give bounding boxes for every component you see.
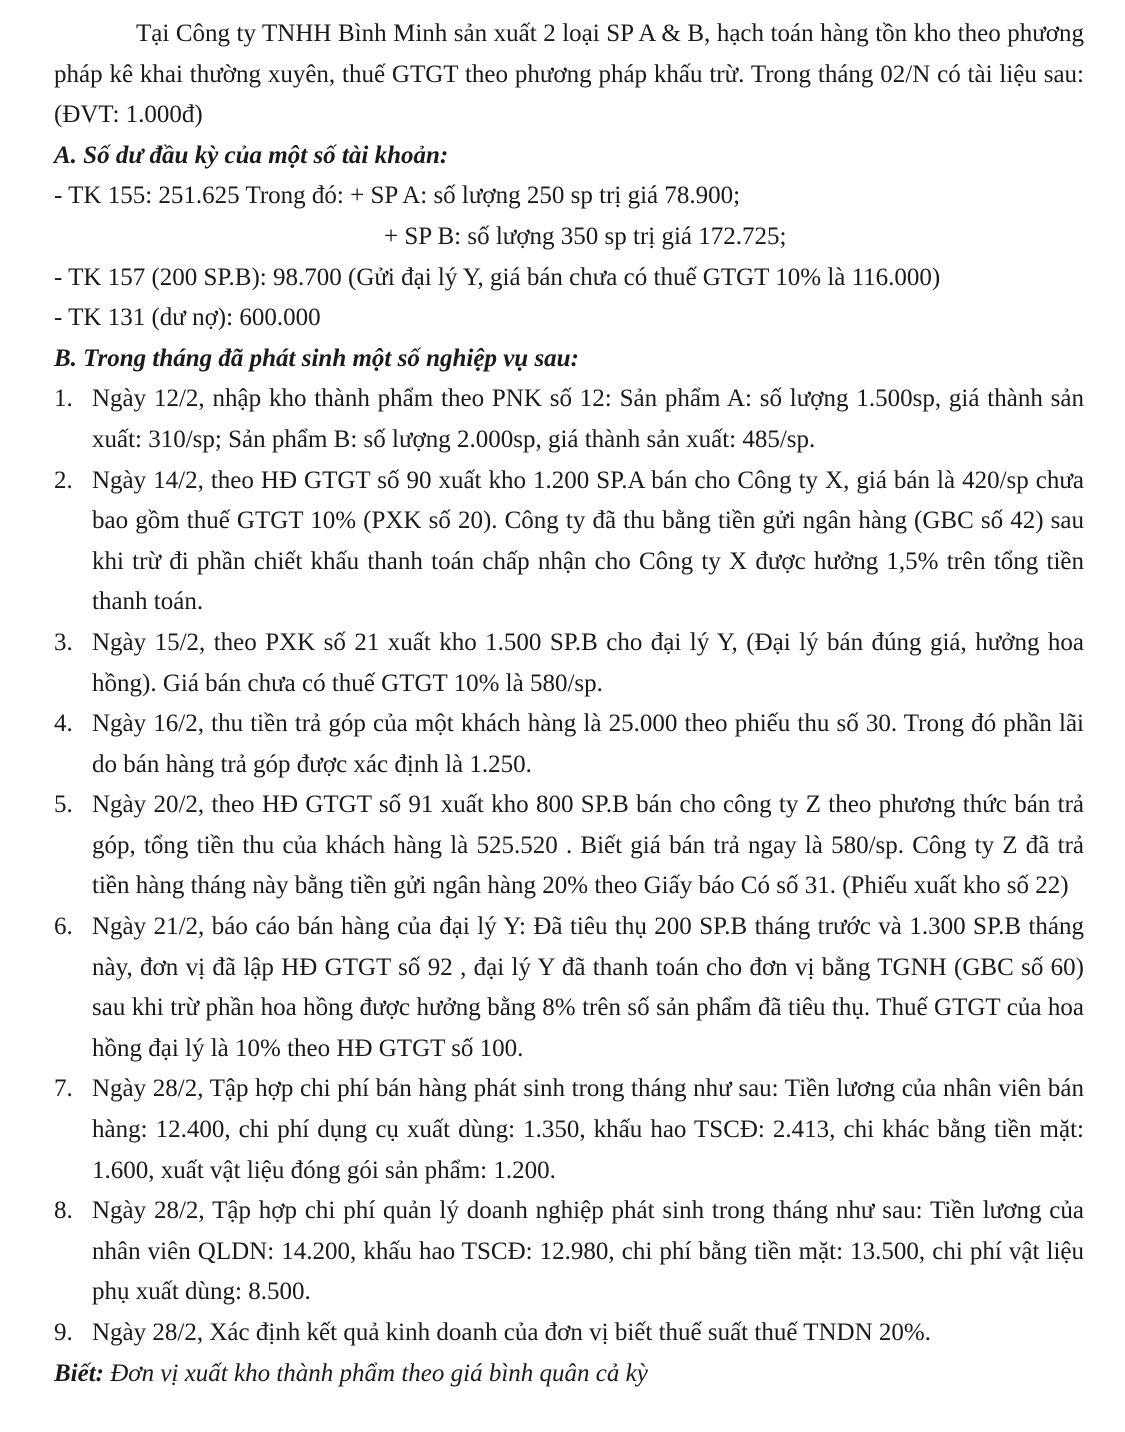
list-item-text: Ngày 12/2, nhập kho thành phẩm theo PNK số 12: Sản phẩm A: số lượng 1.500sp, giá thành sản xuất: 310/sp; Sản phẩm B: số lượng 2.000sp, giá thành sản xuất: 485/sp. xyxy=(92,385,1084,453)
list-item xyxy=(54,785,1084,907)
list-item-text: Ngày 20/2, theo HĐ GTGT số 91 xuất kho 800 SP.B bán cho công ty Z theo phương thức bán trả góp, tổng tiền thu của khách hàng là 525.520 . Biết giá bán trả ngay là 580/sp. Công ty Z đã trả tiền hàng tháng này bằng tiền gửi ngân hàng 20% theo Giấy báo Có số 31. (Phiếu xuất kho số 22) xyxy=(92,791,1084,900)
list-item-number: 8. xyxy=(54,1197,73,1225)
transaction-list xyxy=(54,379,1084,1353)
intro-paragraph: Tại Công ty TNHH Bình Minh sản xuất 2 loại SP A & B, hạch toán hàng tồn kho theo phương pháp kê khai thường xuyên, thuế GTGT theo phương pháp khấu trừ. Trong tháng 02/N có tài liệu sau: (ĐVT: 1.000đ) xyxy=(54,20,1084,129)
list-item-number: 4. xyxy=(54,710,73,738)
opening-balance-tk131: - TK 131 (dư nợ): 600.000 xyxy=(54,304,321,332)
opening-balance-tk157: - TK 157 (200 SP.B): 98.700 (Gửi đại lý Y, giá bán chưa có thuế GTGT 10% là 116.000) xyxy=(54,263,941,291)
list-item xyxy=(54,379,1084,460)
list-item-text: Ngày 28/2, Tập hợp chi phí bán hàng phát sinh trong tháng như sau: Tiền lương của nhân viên bán hàng: 12.400, chi phí dụng cụ xuất dùng: 1.350, khấu hao TSCĐ: 2.413, chi khác bằng tiền mặt: 1.600, xuất vật liệu đóng gói sản phẩm: 1.200. xyxy=(92,1075,1084,1184)
exercise-document xyxy=(54,14,1084,1394)
list-item-number: 2. xyxy=(54,466,73,494)
list-item-number: 6. xyxy=(54,913,73,941)
list-item xyxy=(54,623,1084,704)
list-item-text: Ngày 16/2, thu tiền trả góp của một khách hàng là 25.000 theo phiếu thu số 30. Trong đó phần lãi do bán hàng trả góp được xác định là 1.250. xyxy=(92,710,1084,778)
list-item-number: 3. xyxy=(54,628,73,656)
list-item-number: 1. xyxy=(54,385,73,413)
section-a-heading: A. Số dư đầu kỳ của một số tài khoản: xyxy=(54,141,449,169)
list-item-text: Ngày 21/2, báo cáo bán hàng của đại lý Y: Đã tiêu thụ 200 SP.B tháng trước và 1.300 SP.B tháng này, đơn vị đã lập HĐ GTGT số 92 , đại lý Y đã thanh toán cho đơn vị bằng TGNH (GBC số 60) sau khi trừ phần hoa hồng được hưởng bằng 8% trên số sản phẩm đã tiêu thụ. Thuế GTGT của hoa hồng đại lý là 10% theo HĐ GTGT số 100. xyxy=(92,913,1084,1062)
list-item-text: Ngày 14/2, theo HĐ GTGT số 90 xuất kho 1.200 SP.A bán cho Công ty X, giá bán là 420/sp chưa bao gồm thuế GTGT 10% (PXK số 20). Công ty đã thu bằng tiền gửi ngân hàng (GBC số 42) sau khi trừ đi phần chiết khấu thanh toán chấp nhận cho Công ty X được hưởng 1,5% trên tổng tiền thanh toán. xyxy=(92,466,1084,616)
list-item xyxy=(54,461,1084,623)
list-item xyxy=(54,907,1084,1069)
opening-balance-tk155: - TK 155: 251.625 Trong đó: + SP A: số lượng 250 sp trị giá 78.900; xyxy=(54,182,741,210)
list-item xyxy=(54,1313,1084,1354)
section-b-heading: B. Trong tháng đã phát sinh một số nghiệp vụ sau: xyxy=(54,344,579,372)
list-item xyxy=(54,704,1084,785)
list-item-text: Ngày 15/2, theo PXK số 21 xuất kho 1.500 SP.B cho đại lý Y, (Đại lý bán đúng giá, hưởng hoa hồng). Giá bán chưa có thuế GTGT 10% là 580/sp. xyxy=(92,628,1084,697)
list-item-number: 9. xyxy=(54,1319,73,1346)
list-item-number: 5. xyxy=(54,791,73,819)
list-item-text: Ngày 28/2, Tập hợp chi phí quản lý doanh nghiệp phát sinh trong tháng như sau: Tiền lương của nhân viên QLDN: 14.200, khấu hao TSCĐ: 12.980, chi phí bằng tiền mặt: 13.500, chi phí vật liệu phụ xuất dùng: 8.500. xyxy=(92,1197,1084,1306)
footnote xyxy=(54,1354,1084,1395)
list-item xyxy=(54,1069,1084,1191)
list-item xyxy=(54,1191,1084,1313)
opening-balance-tk155-sp-b: + SP B: số lượng 350 sp trị giá 172.725; xyxy=(384,222,787,250)
footnote-text: Đơn vị xuất kho thành phẩm theo giá bình quân cả kỳ xyxy=(110,1359,648,1387)
list-item-text: Ngày 28/2, Xác định kết quả kinh doanh của đơn vị biết thuế suất thuế TNDN 20%. xyxy=(92,1319,931,1346)
footnote-label: Biết: xyxy=(54,1359,104,1387)
list-item-number: 7. xyxy=(54,1075,73,1103)
